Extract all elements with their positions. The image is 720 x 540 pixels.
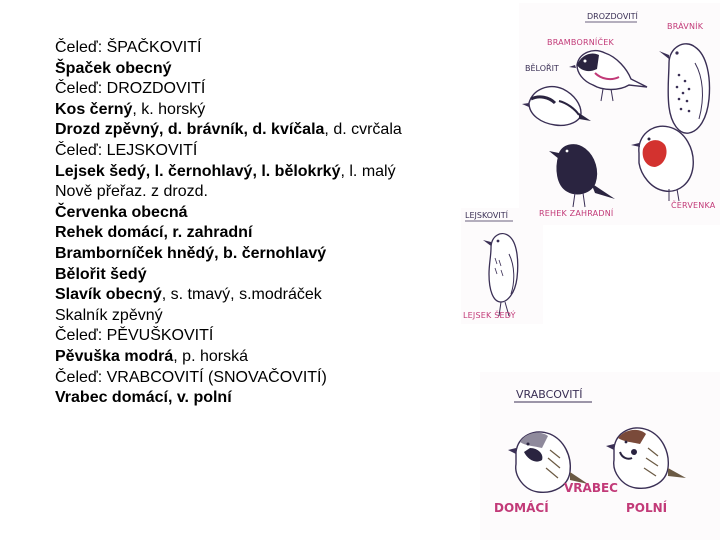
text-line xyxy=(55,347,475,368)
text-line xyxy=(55,244,475,265)
sketch-heading-vrabcoviti: VRABCOVITÍ xyxy=(516,388,583,401)
drozdoviti-sketch xyxy=(519,3,720,225)
tree-sparrow-drawing xyxy=(606,428,686,488)
label-cervenka: ČERVENKA xyxy=(671,201,716,210)
sketch-heading-drozdoviti: DROZDOVITÍ xyxy=(587,12,638,21)
text-line xyxy=(55,162,475,183)
text-line xyxy=(55,59,475,80)
label-belorit: BĚLOŘIT xyxy=(525,64,559,73)
text-line xyxy=(55,203,475,224)
label-bramborni: BRAMBORNÍČEK xyxy=(547,38,614,47)
label-polni: POLNÍ xyxy=(626,501,668,515)
species-name: Červenka obecná xyxy=(55,203,188,221)
line-text: , l. malý xyxy=(340,162,396,180)
vrabcoviti-sketch xyxy=(480,372,720,540)
species-name: Pěvuška modrá xyxy=(55,347,174,365)
line-text: Čeleď: VRABCOVITÍ (SNOVAČOVITÍ) xyxy=(55,368,327,386)
species-name: Rehek domácí, r. zahradní xyxy=(55,224,253,242)
label-lejsek: LEJSEK ŠEDÝ xyxy=(463,311,516,320)
sketch-heading-lejskoviti: LEJSKOVITÍ xyxy=(465,211,508,220)
label-vrabec: VRABEC xyxy=(564,481,618,495)
wheatear-drawing xyxy=(522,87,591,126)
text-line xyxy=(55,265,475,286)
blackbird-drawing xyxy=(549,145,615,207)
text-line xyxy=(55,100,475,121)
text-line xyxy=(55,182,475,203)
line-text: , k. horský xyxy=(132,100,206,118)
species-name: Kos černý xyxy=(55,100,133,118)
line-text: Čeleď: LEJSKOVITÍ xyxy=(55,141,198,159)
text-line xyxy=(55,38,475,59)
label-domaci: DOMÁCÍ xyxy=(494,501,549,515)
species-name: Vrabec domácí, v. polní xyxy=(55,389,232,407)
line-text: , s. tmavý, s.modráček xyxy=(161,286,322,304)
species-name: Bělořit šedý xyxy=(55,265,147,283)
robin-drawing xyxy=(631,126,693,201)
text-line xyxy=(55,79,475,100)
species-name: Špaček obecný xyxy=(55,59,172,77)
text-line xyxy=(55,306,475,327)
text-line xyxy=(55,368,475,389)
line-text: Nově přeřaz. z drozd. xyxy=(55,183,208,201)
thrush-drawing xyxy=(659,44,709,133)
flycatcher-drawing xyxy=(483,234,518,316)
species-list xyxy=(55,38,475,409)
label-rehek: REHEK ZAHRADNÍ xyxy=(539,209,614,218)
text-line xyxy=(55,326,475,347)
species-name: Bramborníček hnědý, b. černohlavý xyxy=(55,244,327,262)
line-text: , p. horská xyxy=(173,347,248,365)
species-name: Slavík obecný xyxy=(55,286,162,304)
line-text: , d. cvrčala xyxy=(324,121,402,139)
text-line xyxy=(55,285,475,306)
species-name: Drozd zpěvný, d. brávník, d. kvíčala xyxy=(55,121,325,139)
line-text: Čeleď: ŠPAČKOVITÍ xyxy=(55,39,202,56)
text-line xyxy=(55,141,475,162)
line-text: Čeleď: DROZDOVITÍ xyxy=(55,80,206,98)
text-line xyxy=(55,120,475,141)
text-line xyxy=(55,223,475,244)
line-text: Čeleď: PĚVUŠKOVITÍ xyxy=(55,327,214,345)
stonechat-drawing xyxy=(569,51,647,101)
text-line xyxy=(55,388,475,409)
species-name: Lejsek šedý, l. černohlavý, l. bělokrký xyxy=(55,162,341,180)
lejskoviti-sketch xyxy=(461,208,614,324)
line-text: Skalník zpěvný xyxy=(55,306,163,324)
label-bravnik: BRÁVNÍK xyxy=(667,22,704,31)
